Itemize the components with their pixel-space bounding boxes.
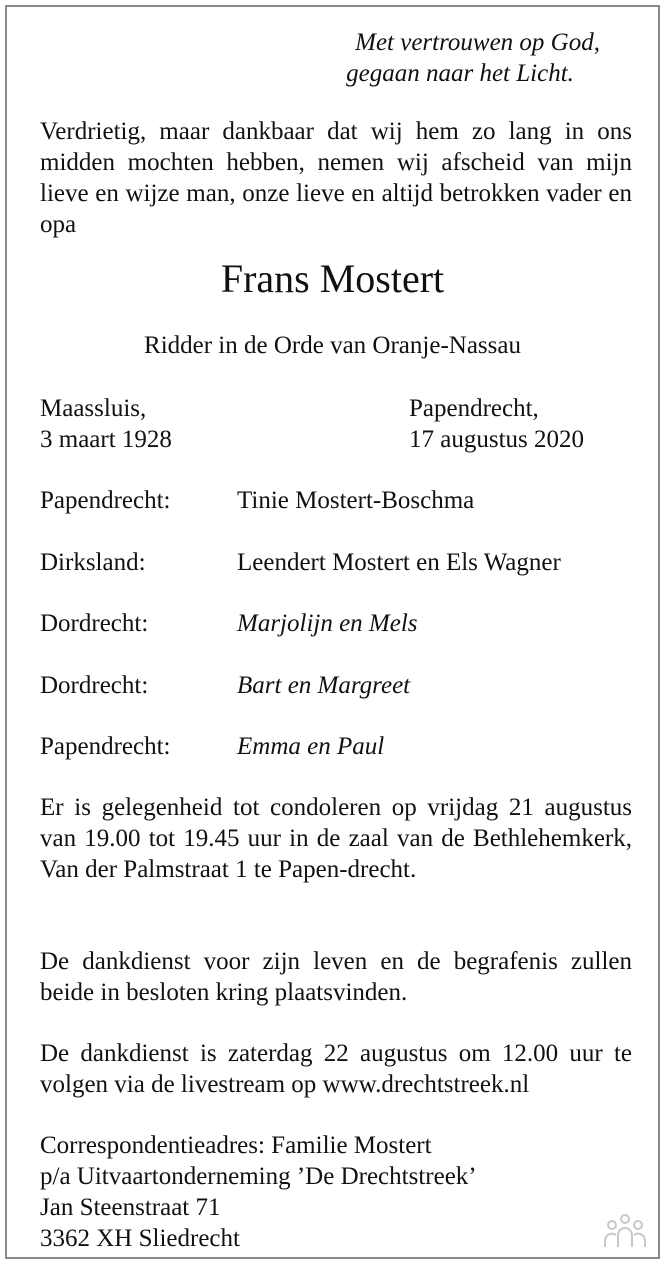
family-row (40, 731, 640, 793)
family-place: Papendrecht: (40, 733, 171, 760)
family-names: Marjolijn en Mels (237, 610, 418, 637)
address-line-2: p/a Uitvaartonderneming ’De Drechtstreek’ (40, 1163, 477, 1190)
birth-info (40, 393, 172, 455)
family-names: Leendert Mostert en Els Wagner (237, 548, 561, 576)
family-place: Dordrecht: (40, 671, 149, 699)
address-line-4: 3362 XH Sliedrecht (40, 1225, 240, 1252)
family-row (40, 485, 640, 547)
motto (346, 27, 600, 89)
obituary-card (5, 5, 660, 1259)
birth-place: Maassluis, (40, 395, 147, 422)
family-place: Dirksland: (40, 548, 146, 576)
motto-line-2: gegaan naar het Licht. (346, 60, 574, 87)
correspondence-address (40, 1130, 477, 1254)
address-line-1: Correspondentieadres: Familie Mostert (40, 1132, 432, 1159)
family-names: Emma en Paul (237, 733, 385, 760)
family-names: Bart en Margreet (237, 671, 411, 699)
family-row (40, 670, 640, 732)
family-names: Tinie Mostert-Boschma (237, 487, 475, 514)
honor-title: Ridder in de Orde van Oranje-Nassau (144, 332, 521, 359)
service-private-text: De dankdienst voor zijn leven en de begrafenis zullen beide in besloten kring plaatsvinden. (40, 948, 632, 1006)
family-place: Papendrecht: (40, 487, 171, 514)
death-place: Papendrecht, (409, 395, 539, 422)
livestream-text: De dankdienst is zaterdag 22 augustus om 12.00 uur te volgen via de livestream op www.drechtstreek.nl (40, 1040, 632, 1098)
people-group-icon (602, 1213, 648, 1249)
family-row (40, 547, 640, 609)
family-list (40, 485, 640, 793)
family-place: Dordrecht: (40, 610, 149, 637)
deceased-name: Frans Mostert (220, 256, 445, 301)
birth-date: 3 maart 1928 (40, 426, 172, 453)
death-date: 17 augustus 2020 (409, 426, 584, 453)
intro-text: Verdrietig, maar dankbaar dat wij hem zo lang in ons midden mochten hebben, nemen wij afscheid van mijn lieve en wijze man, onze lieve en altijd betrokken vader en opa (40, 118, 632, 238)
death-info (409, 393, 584, 455)
address-line-3: Jan Steenstraat 71 (40, 1194, 221, 1221)
condolence-text: Er is gelegenheid tot condoleren op vrijdag 21 augustus van 19.00 tot 19.45 uur in de zaal van de Bethlehemkerk, Van der Palmstraat 1 te Papen-drecht. (40, 794, 632, 883)
motto-line-1: Met vertrouwen op God, (355, 29, 600, 56)
family-row (40, 608, 640, 670)
